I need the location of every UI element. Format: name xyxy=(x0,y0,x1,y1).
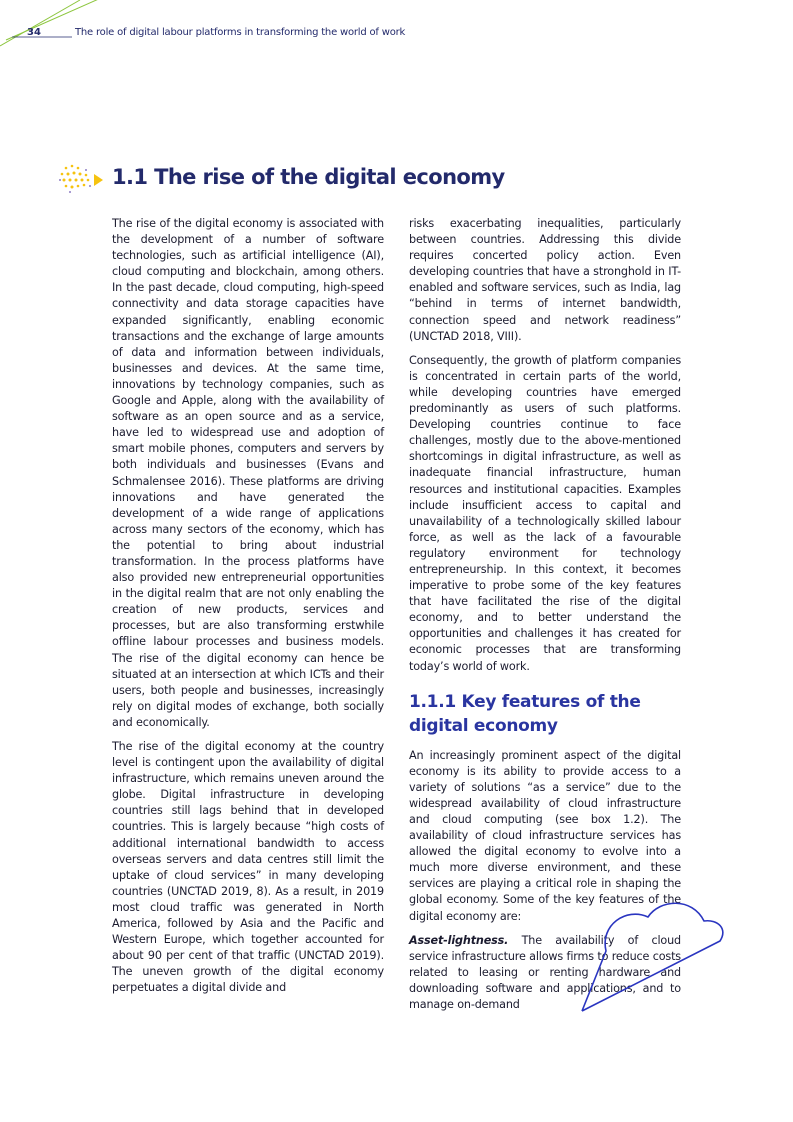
section-title: 1.1 The rise of the digital economy xyxy=(112,165,505,189)
dot-cluster-arrow-icon xyxy=(56,162,106,196)
subsection-title: 1.1.1 Key features of the digital economy xyxy=(409,691,641,736)
running-title: The role of digital labour platforms in transforming the world of work xyxy=(75,27,406,38)
body-paragraph: risks exacerbating inequalities, particularly between countries. Addressing this divide requires concerted policy action. Even developing countries that have a stronghold in IT-enabled and software services, such as India, lag “behind in terms of internet bandwidth, connection speed and network readiness” (UNCTAD 2018, VIII). xyxy=(409,217,681,343)
header-diagonal-lines-icon xyxy=(0,0,120,50)
asset-lightness-text: The availability of cloud service infrastructure allows firms to reduce costs related to leasing or renting hardware and downloading software and applications, and to manage on-demand xyxy=(409,933,681,1012)
left-column xyxy=(112,216,384,1005)
asset-lightness-lead: Asset-lightness. xyxy=(409,933,509,947)
body-paragraph: An increasingly prominent aspect of the digital economy is its ability to provide access to a variety of solutions “as a service” due to the widespread availability of cloud infrastructure and cloud computing (see box 1.2). The availability of cloud infrastructure services has allowed the digital economy to evolve into a much more diverse environment, and these services are playing a critical role in shaping the global economy. Some of the key features of the digital economy are: xyxy=(409,748,681,923)
body-paragraph: The rise of the digital economy is associated with the development of a number of software technologies, such as artificial intelligence (AI), cloud computing and blockchain, among others. In the past decade, cloud computing, high-speed connectivity and data storage capacities have expanded significantly, enabling economic transactions and the exchange of large amounts of data and information between individuals, businesses and devices. At the same time, innovations by technology companies, such as Google and Apple, along with the availability of software as an open source and as a service, have led to widespread use and adoption of smart mobile phones, computers and servers by both individuals and businesses (Evans and Schmalensee 2016). These platforms are driving innovations and have generated the development of a wide range of applications across many sectors of the economy, which has the potential to bring about industrial transformation. In the process platforms have also provided new entrepreneurial opportunities in the digital realm that are not only enabling the creation of new products, services and processes, but are also transforming erstwhile offline labour processes and business models. The rise of the digital economy can hence be situated at an intersection at which ICTs and their users, both people and businesses, increasingly rely on digital modes of exchange, both socially and economically. xyxy=(112,217,384,729)
page-number: 34 xyxy=(27,27,41,38)
body-paragraph: Consequently, the growth of platform companies is concentrated in certain parts of the world, while developing countries have emerged predominantly as users of such platforms. Developing countries continue to face challenges, mostly due to the above-mentioned shortcomings in digital infrastructure, as well as inadequate financial infrastructure, human resources and institutional capacities. Examples include insufficient access to capital and unavailability of a technologically skilled labour force, as well as the lack of a favourable regulatory environment for technology entrepreneurship. In this context, it becomes imperative to probe some of the key features that have facilitated the rise of the digital economy, and to better understand the opportunities and challenges it has created for economic processes that are transforming today’s world of work. xyxy=(409,353,681,673)
body-paragraph: The rise of the digital economy at the country level is contingent upon the availability of digital infrastructure, which remains uneven around the globe. Digital infrastructure in developing countries still lags behind that in developed countries. This is largely because “high costs of additional international bandwidth to access overseas servers and data centres still limit the uptake of cloud services” in many developing countries (UNCTAD 2019, 8). As a result, in 2019 most cloud traffic was generated in North America, followed by Asia and the Pacific and Western Europe, which together accounted for about 90 per cent of that traffic (UNCTAD 2019). The uneven growth of the digital economy perpetuates a digital divide and xyxy=(112,740,384,995)
cloud-outline-icon xyxy=(570,895,730,1017)
